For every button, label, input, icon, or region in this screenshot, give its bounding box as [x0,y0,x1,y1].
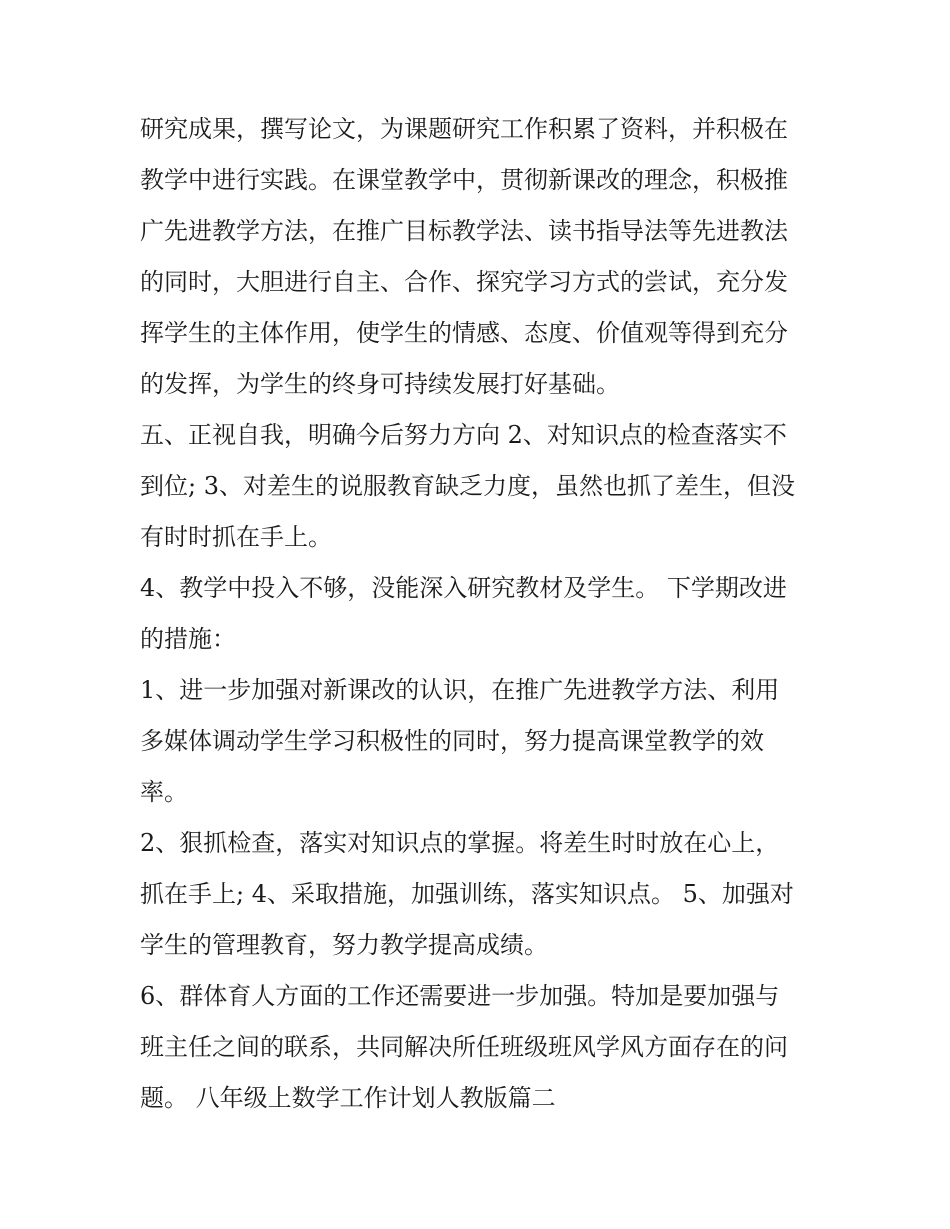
text-line-20: 题。 八年级上数学工作计划人教版篇二 [140,1084,556,1112]
text-line-18: 6、群体育人方面的工作还需要进一步加强。特加是要加强与 [140,982,780,1010]
text-line-3: 广先进教学方法，在推广目标教学法、读书指导法等先进教法 [140,217,788,245]
text-line-7: 五、正视自我，明确今后努力方向 2、对知识点的检查落实不 [140,421,787,449]
text-line-5: 挥学生的主体作用，使学生的情感、态度、价值观等得到充分 [140,319,788,347]
text-line-17: 学生的管理教育，努力教学提高成绩。 [140,931,548,959]
text-line-10: 4、教学中投入不够，没能深入研究教材及学生。 下学期改进 [140,574,787,602]
text-line-14: 率。 [140,778,188,806]
document-body [140,104,820,1124]
text-line-11: 的措施： [140,625,236,653]
text-line-16: 抓在手上; 4、采取措施，加强训练，落实知识点。 5、加强对 [140,880,794,908]
text-line-19: 班主任之间的联系，共同解决所任班级班风学风方面存在的问 [140,1033,788,1061]
text-line-4: 的同时，大胆进行自主、合作、探究学习方式的尝试，充分发 [140,268,788,296]
text-line-9: 有时时抓在手上。 [140,523,332,551]
text-line-2: 教学中进行实践。在课堂教学中，贯彻新课改的理念，积极推 [140,166,788,194]
text-line-13: 多媒体调动学生学习积极性的同时，努力提高课堂教学的效 [140,727,764,755]
text-line-6: 的发挥，为学生的终身可持续发展打好基础。 [140,370,620,398]
text-line-1: 研究成果，撰写论文，为课题研究工作积累了资料，并积极在 [140,115,788,143]
text-line-15: 2、狠抓检查，落实对知识点的掌握。将差生时时放在心上， [140,829,780,857]
text-line-12: 1、进一步加强对新课改的认识，在推广先进教学方法、利用 [140,676,780,704]
text-line-8: 到位; 3、对差生的说服教育缺乏力度，虽然也抓了差生，但没 [140,472,795,500]
